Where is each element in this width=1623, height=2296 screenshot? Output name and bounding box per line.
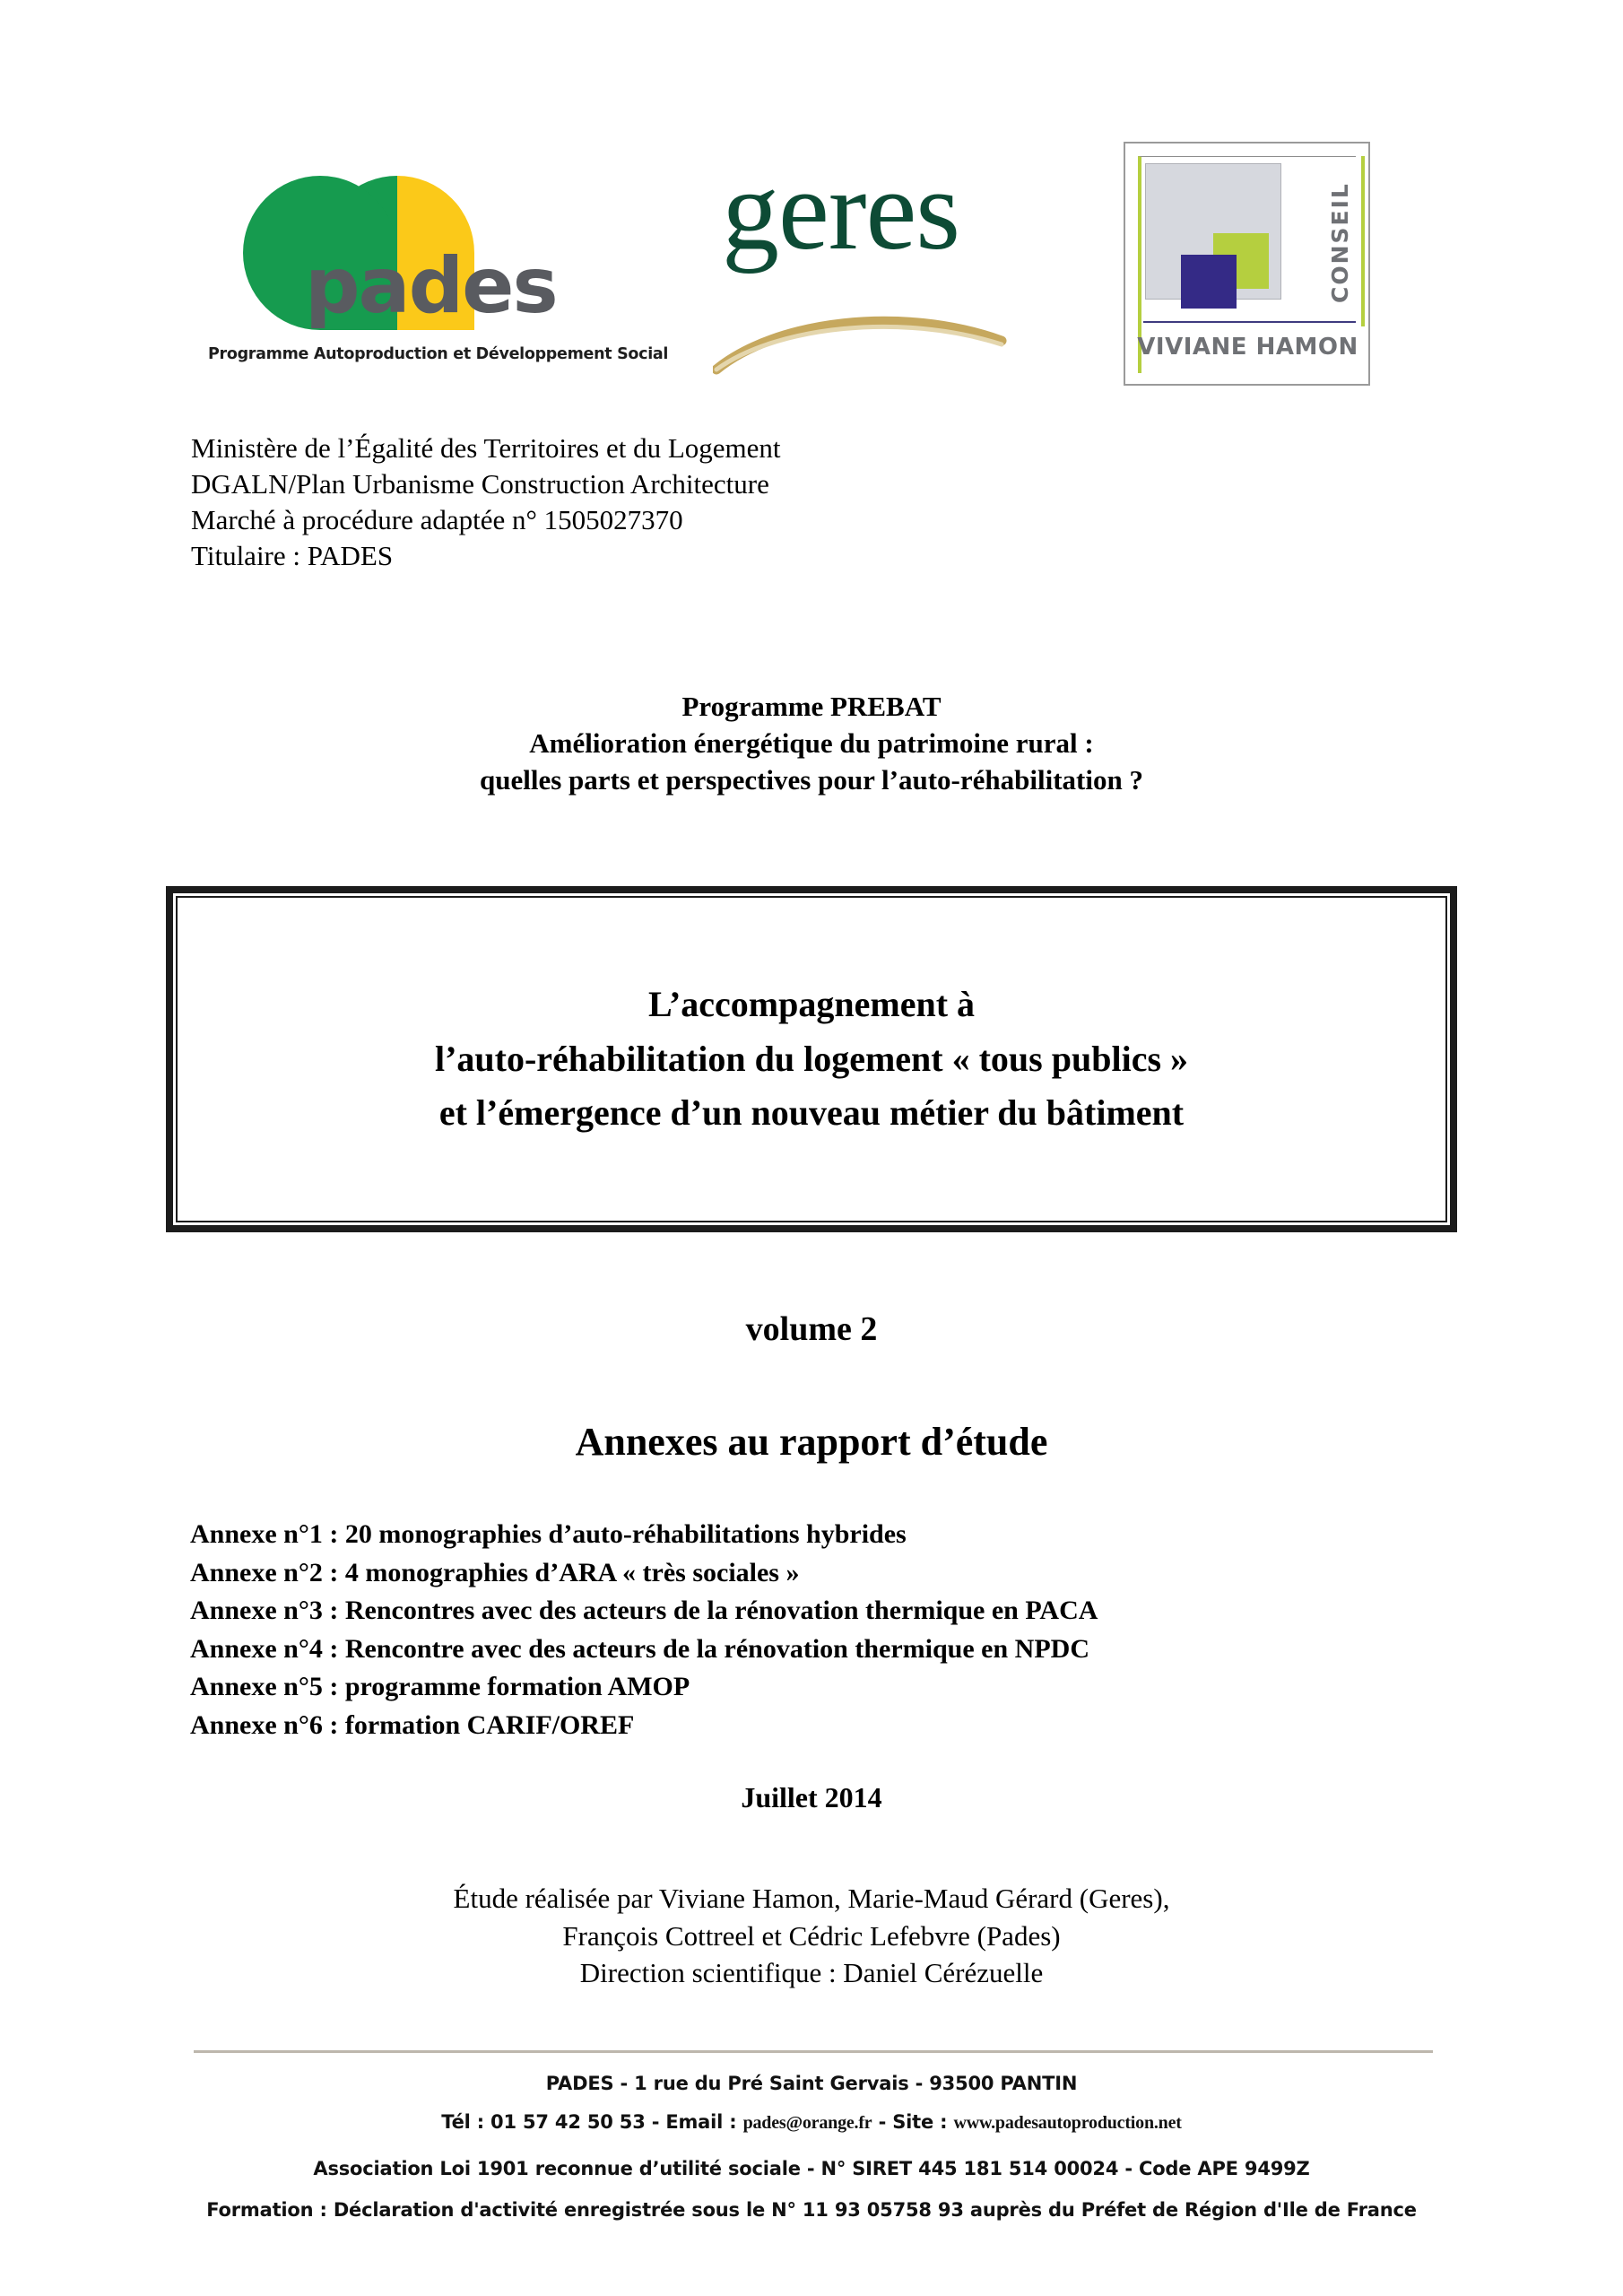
programme-line-1: Programme PREBAT [681, 691, 942, 722]
authors-line-3: Direction scientifique : Daniel Cérézuelle [579, 1957, 1044, 1989]
title-line-2: l’auto-réhabilitation du logement « tous publics » [434, 1038, 1189, 1079]
ministry-line-4: Titulaire : PADES [191, 539, 394, 571]
publication-date: Juillet 2014 [741, 1781, 882, 1813]
title-line-1: L’accompagnement à [647, 983, 976, 1024]
viviane-hamon-logo [1124, 142, 1370, 386]
footer-phone-label: Tél : 01 57 42 50 53 - Email : [441, 2111, 743, 2133]
list-item: Annexe n°6 : formation CARIF/OREF [190, 1709, 635, 1740]
programme-line-2: Amélioration énergétique du patrimoine rural : [529, 726, 1094, 759]
annexes-list [190, 1516, 1098, 1745]
ministry-block [191, 430, 781, 574]
page-title [178, 978, 1445, 1141]
footer-divider [194, 2050, 1433, 2053]
footer-website-link[interactable]: www.padesautoproduction.net [953, 2113, 1182, 2133]
viviane-hamon-purple-square [1181, 255, 1237, 309]
viviane-hamon-name: VIVIANE HAMON [1137, 334, 1358, 361]
viviane-hamon-divider [1143, 321, 1356, 323]
authors-block [0, 1880, 1623, 1992]
document-title-box-inner-border [176, 896, 1447, 1222]
authors-line-1: Étude réalisée par Viviane Hamon, Marie-Maud Gérard (Geres), [453, 1883, 1170, 1914]
viviane-hamon-green-bar [1361, 156, 1365, 326]
list-item: Annexe n°3 : Rencontres avec des acteurs de la rénovation thermique en PACA [190, 1596, 1098, 1626]
geres-swoosh-icon [713, 271, 1009, 378]
ministry-line-3: Marché à procédure adaptée n° 1505027370 [191, 503, 683, 535]
authors-line-2: François Cottreel et Cédric Lefebvre (Pades) [562, 1919, 1061, 1952]
ministry-line-1: Ministère de l’Égalité des Territoires et du Logement [191, 432, 781, 464]
pades-wordmark: pades [305, 241, 557, 331]
document-title-box [166, 886, 1457, 1232]
annexes-heading: Annexes au rapport d’étude [575, 1420, 1048, 1464]
ministry-line-2: DGALN/Plan Urbanisme Construction Architecture [191, 467, 769, 500]
footer-legal: Association Loi 1901 reconnue d’utilité sociale - N° SIRET 445 181 514 00024 - Code APE 9499Z [313, 2158, 1310, 2179]
footer-block [0, 2059, 1623, 2221]
list-item: Annexe n°2 : 4 monographies d’ARA « très sociales » [190, 1557, 800, 1587]
footer-email-link[interactable]: pades@orange.fr [742, 2113, 872, 2133]
list-item: Annexe n°4 : Rencontre avec des acteurs de la rénovation thermique en NPDC [190, 1633, 1089, 1664]
pades-tagline: Programme Autoproduction et Développement Social [208, 345, 669, 363]
footer-address: PADES - 1 rue du Pré Saint Gervais - 93500 PANTIN [545, 2073, 1078, 2094]
footer-contact [0, 2111, 1623, 2134]
viviane-hamon-conseil-label: CONSEIL [1327, 182, 1353, 304]
list-item: Annexe n°5 : programme formation AMOP [190, 1672, 690, 1702]
footer-site-label: - Site : [872, 2111, 954, 2133]
programme-line-3: quelles parts et perspectives pour l’auto-réhabilitation ? [480, 763, 1143, 796]
list-item: Annexe n°1 : 20 monographies d’auto-réhabilitations hybrides [190, 1519, 907, 1549]
programme-heading [0, 689, 1623, 799]
geres-logo [713, 146, 1009, 386]
title-line-3: et l’émergence d’un nouveau métier du bâtiment [438, 1092, 1185, 1134]
pades-logo [195, 163, 669, 387]
logo-row [0, 135, 1623, 395]
geres-wordmark: geres [722, 146, 960, 274]
footer-training: Formation : Déclaration d'activité enregistrée sous le N° 11 93 05758 93 auprès du Préfet de Région d'Ile de France [206, 2199, 1417, 2221]
volume-label: volume 2 [745, 1310, 878, 1348]
